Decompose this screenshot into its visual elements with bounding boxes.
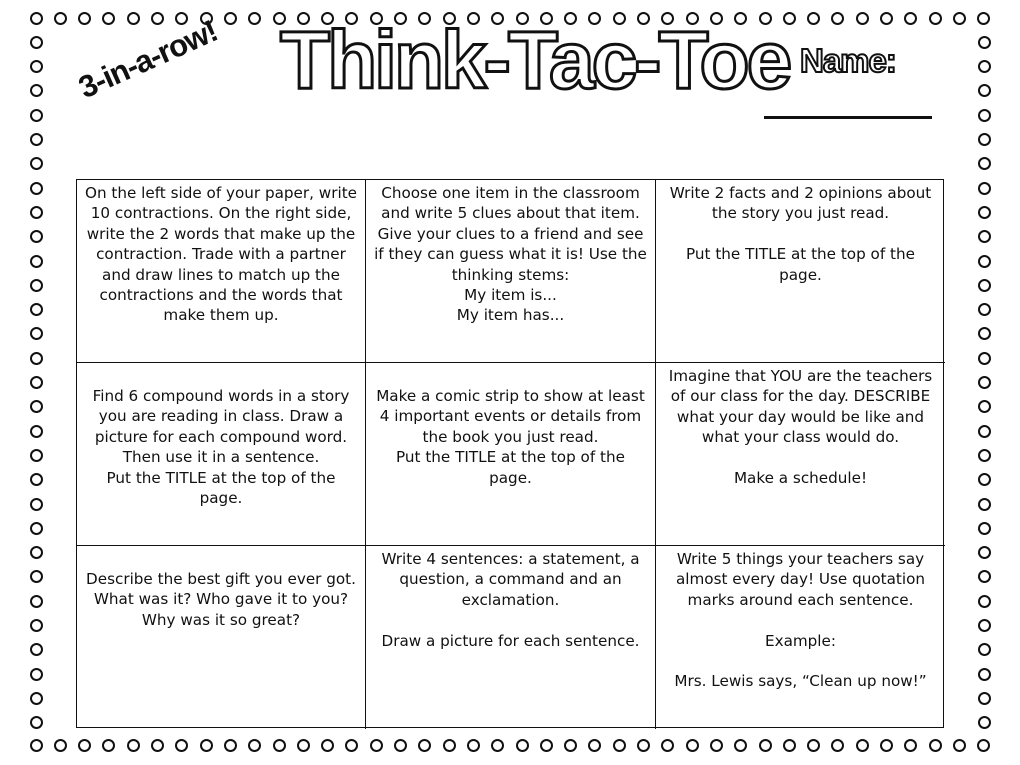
cell-text-line: Choose one item in the classroom and write 5 clues about that item. Give your clues to a friend and see if they can guess what it is! Use the thinking stems: (374, 184, 652, 284)
loop-icon (831, 739, 844, 752)
loop-icon (30, 425, 43, 438)
loop-icon (929, 739, 942, 752)
loop-icon (30, 570, 43, 583)
loop-icon (30, 692, 43, 705)
loop-icon (224, 739, 237, 752)
loop-icon (370, 739, 383, 752)
loop-icon (30, 522, 43, 535)
loop-icon (978, 327, 991, 340)
loop-icon (30, 36, 43, 49)
cell-text-line: On the left side of your paper, write 10 contractions. On the right side, write the 2 words that make up the contraction. Trade with a partner and draw lines to match up the contractions and the words that make them up. (85, 184, 362, 325)
loop-icon (248, 12, 261, 25)
loop-icon (978, 425, 991, 438)
cell-text-line: Example: (764, 631, 836, 650)
loop-icon (78, 739, 91, 752)
cell-text-line (664, 651, 937, 671)
loop-icon (978, 546, 991, 559)
cell-text-line: Make a schedule! (733, 469, 868, 488)
loop-icon (30, 352, 43, 365)
loop-icon (880, 739, 893, 752)
loop-icon (978, 255, 991, 268)
loop-icon (418, 739, 431, 752)
loop-icon (30, 473, 43, 486)
cell-text-line (664, 224, 937, 244)
loop-icon (978, 206, 991, 219)
loop-icon (978, 643, 991, 656)
loop-icon (978, 449, 991, 462)
loop-icon (30, 133, 43, 146)
loop-icon (978, 716, 991, 729)
loop-icon (978, 498, 991, 511)
loop-icon (783, 739, 796, 752)
loop-icon (127, 739, 140, 752)
board-cell (77, 546, 366, 729)
three-in-a-row-label: 3-in-a-row! (73, 13, 223, 106)
cell-text-line (664, 448, 937, 468)
loop-icon (661, 739, 674, 752)
loop-icon (102, 12, 115, 25)
loop-icon (200, 739, 213, 752)
loop-icon (856, 739, 869, 752)
loop-icon (273, 739, 286, 752)
loop-icon (151, 739, 164, 752)
cell-text-line: Put the TITLE at the top of the page. (396, 448, 630, 487)
loop-icon (30, 376, 43, 389)
loop-icon (30, 230, 43, 243)
loop-icon (564, 739, 577, 752)
loop-icon (637, 739, 650, 752)
loop-icon (978, 84, 991, 97)
board-cell (656, 546, 945, 729)
loop-icon (978, 133, 991, 146)
loop-icon (978, 157, 991, 170)
loop-icon (977, 12, 990, 25)
loop-icon (978, 473, 991, 486)
loop-icon (30, 498, 43, 511)
loop-icon (856, 12, 869, 25)
cell-text-line: Write 2 facts and 2 opinions about the story you just read. (669, 184, 937, 223)
loop-icon (929, 12, 942, 25)
loop-icon (30, 255, 43, 268)
loop-icon (102, 739, 115, 752)
loop-icon (977, 739, 990, 752)
loop-icon (978, 303, 991, 316)
board-cell (366, 363, 656, 546)
loop-icon (394, 739, 407, 752)
loop-icon (30, 303, 43, 316)
loop-icon (978, 182, 991, 195)
loop-icon (978, 668, 991, 681)
loop-icon (978, 400, 991, 413)
loop-icon (30, 716, 43, 729)
name-write-line (764, 116, 932, 119)
board-cell (77, 180, 366, 363)
loop-icon (30, 109, 43, 122)
loop-icon (30, 84, 43, 97)
loop-icon (30, 182, 43, 195)
cell-text-line: Describe the best gift you ever got. What was it? Who gave it to you? Why was it so great? (86, 570, 361, 629)
cell-text-line: Put the TITLE at the top of the page. (106, 468, 341, 508)
loop-icon (30, 400, 43, 413)
loop-icon (345, 739, 358, 752)
loop-icon (978, 279, 991, 292)
cell-text-line: Mrs. Lewis says, “Clean up now!” (674, 672, 927, 691)
loop-icon (175, 739, 188, 752)
cell-text-line: My item has... (456, 306, 565, 325)
loop-icon (904, 12, 917, 25)
page-title: Think-Tac-Toe (280, 15, 790, 106)
loop-icon (978, 522, 991, 535)
cell-text-line: Draw a picture for each sentence. (381, 631, 640, 650)
loop-icon (297, 739, 310, 752)
loop-icon (831, 12, 844, 25)
think-tac-toe-board (76, 179, 944, 728)
loop-icon (710, 739, 723, 752)
loop-icon (30, 60, 43, 73)
loop-icon (30, 12, 43, 25)
loop-icon (30, 619, 43, 632)
loop-icon (151, 12, 164, 25)
loop-icon (30, 279, 43, 292)
loop-icon (686, 739, 699, 752)
loop-icon (904, 739, 917, 752)
loop-icon (978, 692, 991, 705)
loop-icon (30, 546, 43, 559)
cell-text-line: Write 4 sentences: a statement, a question, a command and an exclamation. (381, 550, 645, 609)
loop-icon (588, 739, 601, 752)
loop-icon (759, 739, 772, 752)
cell-text-line (664, 610, 937, 630)
loop-icon (30, 449, 43, 462)
loop-icon (30, 327, 43, 340)
cell-text-line: Find 6 compound words in a story you are reading in class. Draw a picture for each compound word. Then use it in a sentence. (92, 387, 355, 467)
loop-icon (30, 739, 43, 752)
cell-text-line: My item is... (464, 286, 557, 305)
loop-icon (491, 739, 504, 752)
loop-icon (54, 12, 67, 25)
loop-icon (953, 12, 966, 25)
loop-icon (443, 739, 456, 752)
loop-icon (321, 739, 334, 752)
loop-icon (978, 109, 991, 122)
loop-icon (807, 739, 820, 752)
loop-icon (30, 157, 43, 170)
loop-icon (978, 376, 991, 389)
loop-icon (978, 352, 991, 365)
cell-text-line: Imagine that YOU are the teachers of our class for the day. DESCRIBE what your day would be like and what your class would do. (668, 367, 938, 447)
cell-text-line (374, 610, 647, 630)
cell-text-line: Put the TITLE at the top of the page. (686, 245, 920, 284)
loop-icon (127, 12, 140, 25)
loop-icon (880, 12, 893, 25)
loop-icon (978, 570, 991, 583)
loop-icon (978, 230, 991, 243)
loop-icon (54, 739, 67, 752)
loop-icon (30, 206, 43, 219)
loop-icon (30, 643, 43, 656)
loop-icon (248, 739, 261, 752)
loop-icon (953, 739, 966, 752)
loop-icon (613, 739, 626, 752)
loop-icon (540, 739, 553, 752)
board-cell (656, 180, 945, 363)
loop-icon (978, 595, 991, 608)
loop-icon (978, 36, 991, 49)
loop-icon (978, 619, 991, 632)
cell-text-line: Make a comic strip to show at least 4 important events or details from the book you just read. (376, 387, 650, 446)
board-cell (77, 363, 366, 546)
board-cell (366, 546, 656, 729)
loop-icon (978, 60, 991, 73)
loop-icon (78, 12, 91, 25)
name-label: Name: (800, 42, 896, 79)
loop-icon (807, 12, 820, 25)
board-cell (366, 180, 656, 363)
loop-icon (224, 12, 237, 25)
loop-icon (516, 739, 529, 752)
cell-text-line: Write 5 things your teachers say almost every day! Use quotation marks around each sentence. (675, 550, 930, 609)
loop-icon (734, 739, 747, 752)
loop-icon (30, 668, 43, 681)
loop-icon (467, 739, 480, 752)
board-cell (656, 363, 945, 546)
loop-icon (30, 595, 43, 608)
